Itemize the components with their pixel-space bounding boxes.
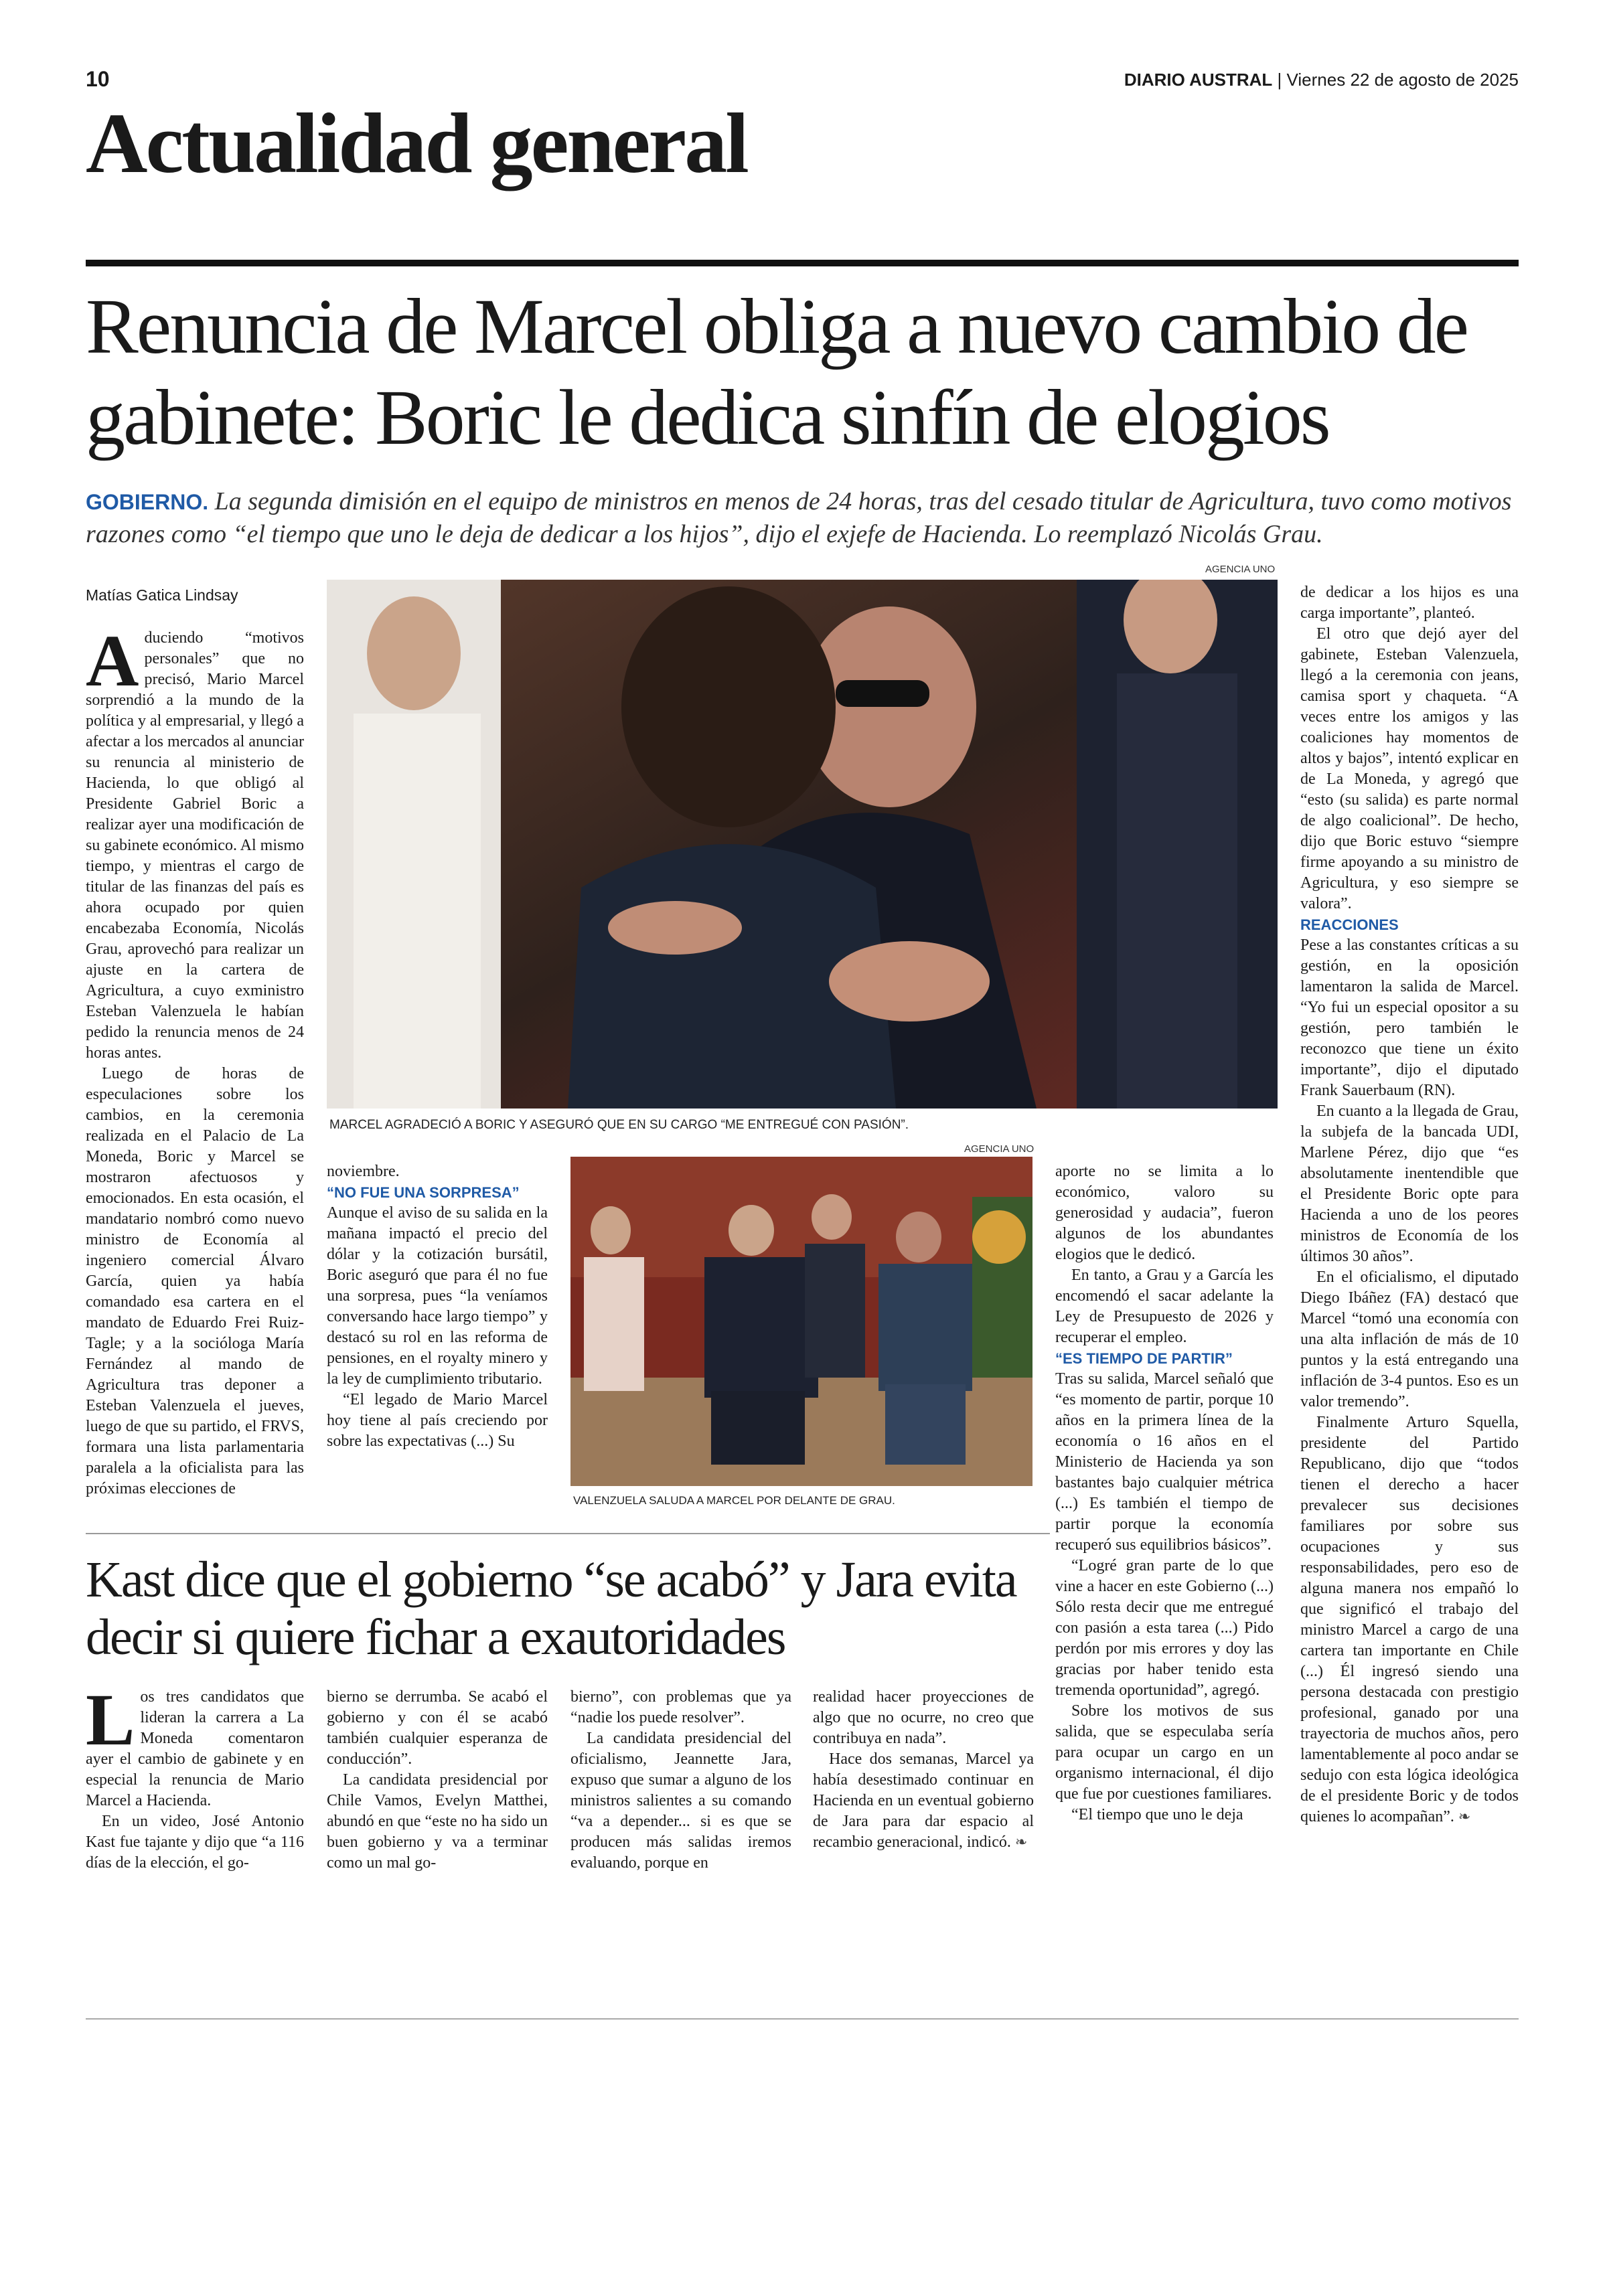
paragraph: “El legado de Mario Marcel hoy tiene al país creciendo por sobre las expectativas (...) Su bbox=[327, 1391, 548, 1450]
section-divider bbox=[86, 260, 1519, 266]
article-column-1 bbox=[86, 628, 304, 1518]
photo-small-caption: VALENZUELA SALUDA A MARCEL POR DELANTE DE GRAU. bbox=[573, 1494, 895, 1507]
paragraph: realidad hacer proyecciones de algo que no ocurre, no creo que contribuya en nada”. bbox=[813, 1688, 1034, 1747]
paragraph: Sobre los motivos de sus salida, que se especulaba sería para ocupar un cargo en un organismo internacional, él dijo que fue por cuestiones familiares. bbox=[1055, 1702, 1274, 1803]
end-of-article-icon: ❧ bbox=[1014, 1834, 1028, 1851]
byline: Matías Gatica Lindsay bbox=[86, 586, 238, 604]
masthead bbox=[1124, 70, 1519, 90]
photo-handshake-illustration bbox=[570, 1157, 1032, 1486]
paragraph: aporte no se limita a lo económico, valoro su generosidad y audacia”, fueron algunos de los abundantes elogios que le dedicó. bbox=[1055, 1163, 1274, 1263]
paragraph: En cuanto a la llegada de Grau, la subjefa de la bancada UDI, Marlene Pérez, dijo que “es absolutamente inentendible que el Presidente Boric opte para Hacienda a uno de los peores ministros de Economía de los últimos 30 años”. bbox=[1300, 1102, 1519, 1265]
paragraph: “El tiempo que uno le deja bbox=[1071, 1806, 1243, 1823]
article-divider bbox=[86, 1533, 1050, 1534]
article-column-4 bbox=[1300, 582, 1519, 1914]
paragraph: Tras su salida, Marcel señaló que “es momento de partir, porque 10 años en la primera línea de la economía o 16 años en el Ministerio de Hacienda ya son bastantes bajo cualquier métrica (...) Es también el tiempo de partir porque la economía recuperó sus equilibrios básicos”. bbox=[1055, 1370, 1274, 1554]
paragraph: En el oficialismo, el diputado Diego Ibáñez (FA) destacó que Marcel “tomó una economía con una alta inflación de más de 10 puntos y la está entregando una inflación de 3-4 puntos. Eso es un valor tremendo”. bbox=[1300, 1268, 1519, 1410]
second-article-column-3 bbox=[570, 1687, 791, 1908]
photo-embrace bbox=[327, 580, 1278, 1109]
paragraph: duciendo “motivos personales” que no precisó, Mario Marcel sorprendió a la mundo de la política y al empresarial, y llegó a afectar a los mercados al anunciar su renuncia al ministerio de Hacienda, lo que obligó al Presidente Gabriel Boric a realizar ayer una modificación de su gabinete económico. Al mismo tiempo, y mientras el cargo de titular de las finanzas del país es ahora ocupado por quien encabezaba Economía, Nicolás Grau, aprovechó para realizar un ajuste en la cartera de Agricultura, a cuyo exministro Esteban Valenzuela le habían pedido la renuncia menos de 24 horas antes. bbox=[86, 629, 304, 1062]
paragraph: En un video, José Antonio Kast fue tajante y dijo que “a 116 días de la elección, el go- bbox=[86, 1813, 304, 1872]
subhead-no-fue-sorpresa: “NO FUE UNA SORPRESA” bbox=[327, 1184, 520, 1201]
lead-text: La segunda dimisión en el equipo de ministros en menos de 24 horas, tras del cesado titular de Agricultura, tuvo como motivos razones como “el tiempo que uno le deja de dedicar a los hijos”, dijo el exjefe de Hacienda. Lo reemplazó Nicolás Grau. bbox=[86, 487, 1512, 549]
second-article-headline: Kast dice que el gobierno “se acabó” y Jara evita decir si quiere fichar a exautoridades bbox=[86, 1552, 1016, 1665]
paragraph: noviembre. bbox=[327, 1163, 400, 1180]
subhead-reacciones: REACCIONES bbox=[1300, 916, 1399, 933]
paragraph: Pese a las constantes críticas a su gestión, en la oposición lamentaron la salida de Marcel. “Yo fui un especial opositor a su gestión, pero también le reconozco que tiene un éxito importante”, dijo el diputado Frank Sauerbaum (RN). bbox=[1300, 936, 1519, 1099]
photo-handshake bbox=[570, 1157, 1032, 1486]
paragraph-text: Hace dos semanas, Marcel ya había desestimado continuar en Hacienda en un eventual gobierno de Jara para dar espacio al recambio generacional, indicó. bbox=[813, 1750, 1034, 1851]
subhead-es-tiempo-de-partir: “ES TIEMPO DE PARTIR” bbox=[1055, 1350, 1233, 1367]
paragraph: Luego de horas de especulaciones sobre los cambios, en la ceremonia realizada en el Palacio de La Moneda, Boric y Marcel se mostraron afectuosos y emocionados. En esta ocasión, el mandatario nombró como nuevo ministro de Economía al ingeniero comercial Álvaro García, quien ya había comandado esa cartera en el mandato de Eduardo Frei Ruiz-Tagle; y a la socióloga María Fernández al mando de Agricultura tras deponer a Esteban Valenzuela el jueves, luego de que su partido, el FRVS, formara una lista parlamentaria paralela a la oficialista para las próximas elecciones de bbox=[86, 1065, 304, 1497]
paragraph: En tanto, a Grau y a García les encomendó el sacar adelante la Ley de Presupuesto de 2026 y recuperar el empleo. bbox=[1055, 1266, 1274, 1346]
article-headline: Renuncia de Marcel obliga a nuevo cambio de gabinete: Boric le dedica sinfín de elogios bbox=[86, 282, 1467, 461]
article-column-2 bbox=[327, 1161, 548, 1523]
paragraph bbox=[813, 1749, 1034, 1853]
photo-main-caption: MARCEL AGRADECIÓ A BORIC Y ASEGURÓ QUE EN SU CARGO “ME ENTREGUÉ CON PASIÓN”. bbox=[329, 1118, 909, 1132]
paragraph-text: Finalmente Arturo Squella, presidente del Partido Republicano, dijo que “todos tienen el derecho a hacer prevalecer sus decisiones familiares por sobre sus ocupaciones y sus responsabilidades, pero eso de alguna manera nos empañó lo que significó el trabajo del ministro Marcel a cargo de una cartera tan importante en Chile (...) Él ingresó siendo una persona destacada con prestigio profesional, ganado por una trayectoria de muchos años, pero lamentablemente al poco andar se sedujo con esta lógica ideológica de el presidente Boric y de todos quienes lo acompañan”. bbox=[1300, 1414, 1519, 1825]
masthead-separator: | bbox=[1277, 70, 1282, 90]
article-column-3 bbox=[1055, 1161, 1274, 1918]
dropcap: A bbox=[86, 628, 139, 702]
second-article-column-1 bbox=[86, 1687, 304, 1908]
paragraph: El otro que dejó ayer del gabinete, Esteban Valenzuela, llegó a la ceremonia con jeans, camisa sport y chaqueta. “A veces entre los amigos y las coaliciones hay momentos de altos y bajos”, intentó explicar en de La Moneda, y agregó que “esto (su salida) es parte normal de algo coalicional”. De hecho, dijo que Boric estuvo “siempre firme apoyando a su ministro de Agricultura, y eso siempre se valora”. bbox=[1300, 625, 1519, 912]
photo-main-credit: AGENCIA UNO bbox=[1205, 564, 1276, 575]
photo-small-credit: AGENCIA UNO bbox=[964, 1143, 1035, 1155]
publication-name: DIARIO AUSTRAL bbox=[1124, 70, 1273, 90]
paragraph: “Logré gran parte de lo que vine a hacer en este Gobierno (...) Sólo resta decir que me entregué con pasión a esta tarea (...) Pido perdón por mis errores y doy las gracias por haber tenido esta tremenda oportunidad”, agregó. bbox=[1055, 1557, 1274, 1699]
paragraph: bierno se derrumba. Se acabó el gobierno y con él se acabó también cualquier esperanza de conducción”. bbox=[327, 1688, 548, 1768]
article-lead bbox=[86, 485, 1519, 552]
photo-embrace-illustration bbox=[327, 580, 1278, 1109]
dropcap: L bbox=[86, 1687, 135, 1760]
section-title: Actualidad general bbox=[86, 96, 747, 191]
paragraph: bierno”, con problemas que ya “nadie los puede resolver”. bbox=[570, 1688, 791, 1726]
paragraph: de dedicar a los hijos es una carga importante”, planteó. bbox=[1300, 584, 1519, 622]
second-article-column-4 bbox=[813, 1687, 1034, 1908]
second-article-column-2 bbox=[327, 1687, 548, 1908]
lead-kicker: GOBIERNO. bbox=[86, 490, 209, 514]
publication-date: Viernes 22 de agosto de 2025 bbox=[1286, 70, 1519, 90]
paragraph: La candidata presidencial por Chile Vamos, Evelyn Matthei, abundó en que “este no ha sido un buen gobierno y va a terminar como un mal go- bbox=[327, 1771, 548, 1872]
paragraph: La candidata presidencial del oficialismo, Jeannette Jara, expuso que sumar a alguno de los ministros salientes a su comando “va a depender... si es que se producen más salidas iremos evaluando, porque en bbox=[570, 1730, 791, 1872]
paragraph: os tres candidatos que lideran la carrera a La Moneda comentaron ayer el cambio de gabinete y en especial la renuncia de Mario Marcel a Hacienda. bbox=[86, 1688, 304, 1809]
end-of-article-icon: ❧ bbox=[1458, 1809, 1471, 1825]
footer-divider bbox=[86, 2018, 1519, 2020]
page-number: 10 bbox=[86, 67, 110, 91]
paragraph: Aunque el aviso de su salida en la mañana impactó el precio del dólar y la cotización bursátil, Boric aseguró que para él no fue una sorpresa, pues “la veníamos conversando hace largo tiempo” y destacó su rol en las reforma de pensiones, en el royalty minero y la ley de cumplimiento tributario. bbox=[327, 1204, 548, 1388]
paragraph bbox=[1300, 1412, 1519, 1827]
